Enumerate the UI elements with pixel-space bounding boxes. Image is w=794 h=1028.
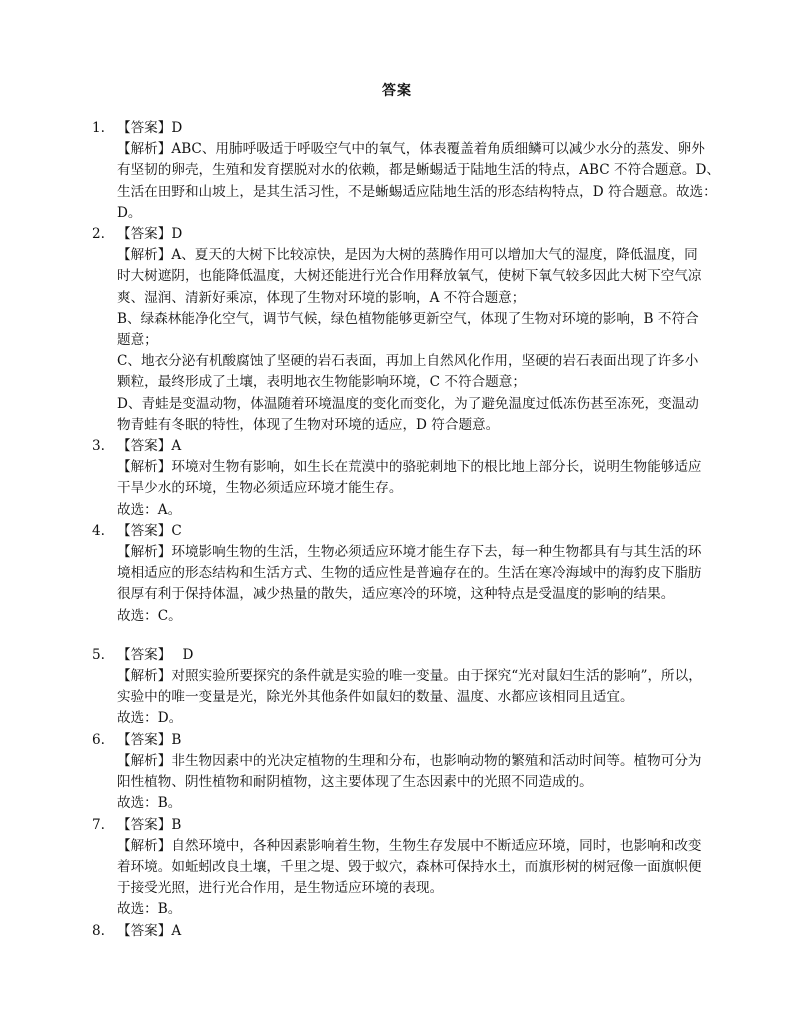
answer-line: 【答案】D — [117, 120, 183, 136]
answer-line: 【答案】B — [117, 816, 182, 833]
choice-line: 故选：B。 — [117, 901, 182, 918]
explanation-line: B、绿森林能净化空气，调节气候，绿色植物能够更新空气，体现了生物对环境的影响，B 不符合 — [117, 310, 699, 327]
explanation-line: 【解析】自然环境中，各种因素影响着生物，生物生存发展中不断适应环境，同时，也影响和改变 — [117, 837, 702, 854]
explanation-line: 境相适应的形态结构和生活方式、生物的适应性是普遍存在的。生活在寒冷海域中的海豹皮下脂肪 — [117, 565, 702, 582]
explanation-line: 阳性植物、阴性植物和耐阴植物，这主要体现了生态因素中的光照不同造成的。 — [117, 774, 593, 791]
explanation-line: 【解析】对照实验所要探究的条件就是实验的唯一变量。由于探究“光对鼠妇生活的影响”，所以， — [117, 668, 702, 685]
explanation-line: 【解析】非生物因素中的光决定植物的生理和分布，也影响动物的繁殖和活动时间等。植物可分为 — [117, 752, 702, 769]
explanation-line: 时大树遮阴，也能降低温度，大树还能进行光合作用释放氧气，使树下氧气较多因此大树下空气凉 — [117, 268, 702, 285]
item-number: 6. — [92, 731, 105, 748]
answer-item — [92, 521, 702, 627]
answer-line: 【答案】B — [117, 731, 182, 748]
answer-line: 【答案】 D — [117, 646, 194, 663]
item-number: 8. — [92, 922, 105, 939]
item-number: 7. — [92, 816, 105, 833]
answer-item — [92, 224, 702, 436]
spacer — [92, 627, 702, 645]
answer-item — [92, 921, 702, 942]
item-number: 4. — [92, 522, 105, 539]
choice-line: 故选：D。 — [117, 710, 183, 727]
answer-list — [92, 118, 721, 942]
answer-line: 【答案】D — [117, 226, 183, 243]
answer-line: 【答案】A — [117, 922, 182, 939]
choice-line: 故选：B。 — [117, 795, 182, 812]
explanation-line: D、青蛙是变温动物，体温随着环境温度的变化而变化，为了避免温度过低冻伤甚至冻死，变温动 — [117, 395, 699, 412]
explanation-line: D。 — [117, 204, 142, 221]
explanation-line: 颗粒，最终形成了土壤，表明地衣生物能影响环境，C 不符合题意； — [117, 374, 526, 391]
answer-line: 【答案】A — [117, 438, 182, 455]
explanation-line: 有坚韧的卵壳，生殖和发育摆脱对水的依赖，都是蜥蜴适于陆地生活的特点，ABC 不符合题意。D、 — [117, 162, 721, 179]
page-title: 答案 — [382, 83, 412, 99]
explanation-line: 【解析】环境影响生物的生活，生物必须适应环境才能生存下去，每一种生物都具有与其生活的环 — [117, 544, 702, 561]
choice-line: 故选：C。 — [117, 607, 182, 624]
explanation-line: 于接受光照，进行光合作用，是生物适应环境的表现。 — [117, 880, 444, 897]
explanation-line: 【解析】环境对生物有影响，如生长在荒漠中的骆驼刺地下的根比地上部分长，说明生物能够适应 — [117, 459, 702, 476]
answer-item — [92, 645, 702, 730]
explanation-line: C、地衣分泌有机酸腐蚀了坚硬的岩石表面，再加上自然风化作用，坚硬的岩石表面出现了许多小 — [117, 353, 699, 370]
explanation-line: 很厚有利于保持体温，减少热量的散失，适应寒冷的环境，这种特点是受温度的影响的结果。 — [117, 586, 675, 603]
explanation-line: 生活在田野和山坡上，是其生活习性，不是蜥蜴适应陆地生活的形态结构特点，D 符合题意。故选： — [117, 183, 717, 200]
explanation-line: 【解析】A、夏天的大树下比较凉快，是因为大树的蒸腾作用可以增加大气的湿度，降低温度，同 — [117, 247, 698, 264]
explanation-line: 着环境。如蚯蚓改良土壤，千里之堤、毁于蚁穴，森林可保持水土，而旗形树的树冠像一面旗帜便 — [117, 858, 702, 875]
item-number: 1. — [92, 120, 105, 136]
answer-item — [92, 118, 721, 224]
answer-item — [92, 436, 702, 521]
item-number: 3. — [92, 438, 105, 455]
choice-line: 故选：A。 — [117, 501, 182, 518]
explanation-line: 干旱少水的环境，生物必须适应环境才能生存。 — [117, 480, 403, 497]
answer-item — [92, 730, 702, 815]
answer-line: 【答案】C — [117, 522, 182, 539]
explanation-line: 爽、湿润、清新好乘凉，体现了生物对环境的影响，A 不符合题意； — [117, 289, 526, 306]
explanation-line: 物青蛙有冬眠的特性，体现了生物对环境的适应，D 符合题意。 — [117, 416, 500, 433]
item-number: 5. — [92, 646, 105, 663]
item-number: 2. — [92, 226, 105, 243]
explanation-line: 题意； — [117, 332, 158, 349]
answer-item — [92, 815, 702, 921]
explanation-line: 实验中的唯一变量是光，除光外其他条件如鼠妇的数量、温度、水都应该相同且适宜。 — [117, 689, 634, 706]
explanation-line: 【解析】ABC、用肺呼吸适于呼吸空气中的氧气，体表覆盖着角质细鳞可以减少水分的蒸发、卵外 — [117, 141, 705, 158]
